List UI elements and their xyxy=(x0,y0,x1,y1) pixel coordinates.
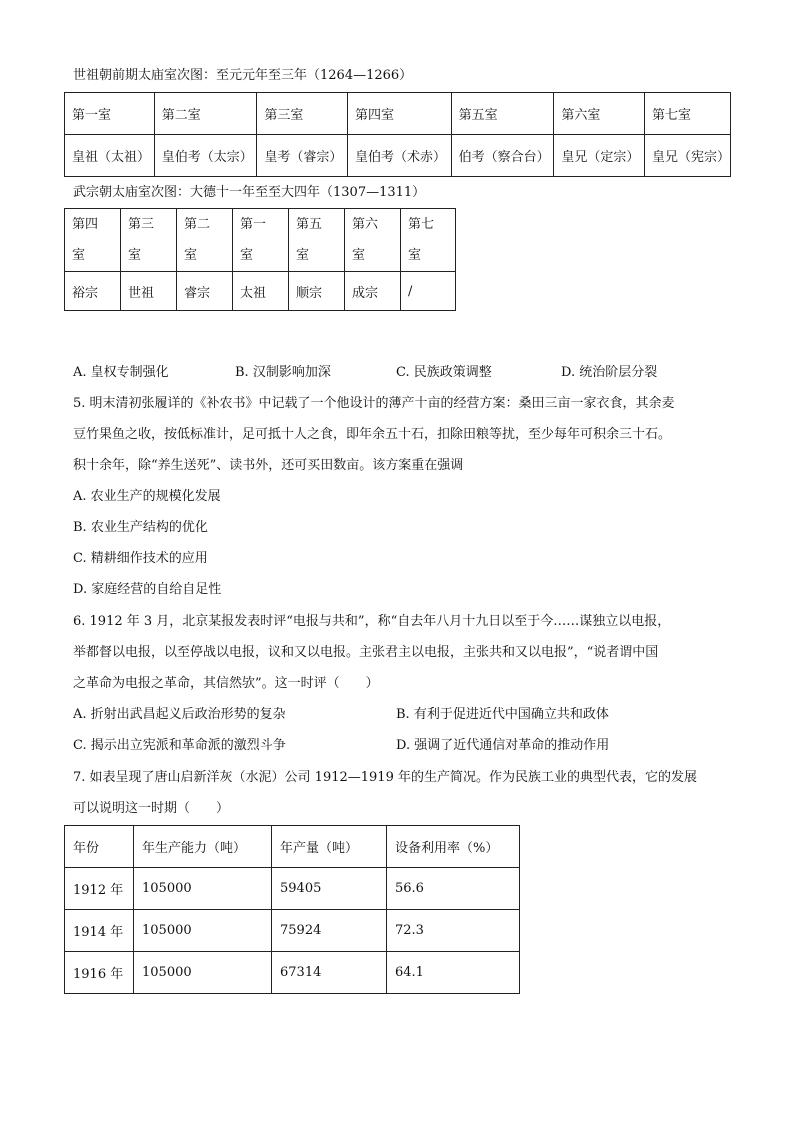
table-cell: 75924 xyxy=(272,910,387,952)
q5-stem-line: 积十余年，除“养生送死”、读书外，还可买田数亩。该方案重在强调 xyxy=(73,458,464,473)
q6-stem-line: 举都督以电报，以至停战以电报，议和又以电报。主张君主以电报，主张共和又以电报”，“说者谓中国 xyxy=(73,645,659,660)
table-header-cell xyxy=(233,209,289,272)
table-row xyxy=(65,952,520,994)
table-header-cell: 设备利用率（%） xyxy=(387,826,520,868)
table-header-cell: 年生产能力（吨） xyxy=(134,826,272,868)
header-line: 第七 xyxy=(408,217,435,232)
table-header-cell xyxy=(177,209,233,272)
table-cell: 1912 年 xyxy=(65,868,134,910)
table2-caption: 武宗朝太庙室次图：大德十一年至至大四年（1307—1311） xyxy=(73,185,426,200)
table-header-cell xyxy=(65,209,121,272)
temple-order-table-wuzong xyxy=(64,208,456,311)
table-cell: 1916 年 xyxy=(65,952,134,994)
q7-stem-line: 7. 如表呈现了唐山启新洋灰（水泥）公司 1912—1919 年的生产简况。作为民族工业的典型代表，它的发展 xyxy=(73,770,697,785)
table-header-cell xyxy=(121,209,177,272)
header-line: 室 xyxy=(352,248,366,263)
q5-stem-line: 5. 明末清初张履详的《补农书》中记载了一个他设计的薄产十亩的经营方案：桑田三亩一家衣食，其余麦 xyxy=(73,396,675,411)
header-line: 第三 xyxy=(128,217,155,232)
table-header-cell: 年产量（吨） xyxy=(272,826,387,868)
table-cell: 105000 xyxy=(134,952,272,994)
table-cell: 67314 xyxy=(272,952,387,994)
q5-option-c[interactable]: C. 精耕细作技术的应用 xyxy=(73,551,208,566)
table-cell: 成宗 xyxy=(345,272,401,311)
table-row xyxy=(65,910,520,952)
q5-option-a[interactable]: A. 农业生产的规模化发展 xyxy=(73,489,221,504)
table-header-cell: 第二室 xyxy=(154,93,257,135)
header-line: 第二 xyxy=(184,217,211,232)
table-header-cell: 第一室 xyxy=(65,93,155,135)
table-cell: 64.1 xyxy=(387,952,520,994)
cement-production-table xyxy=(64,825,520,994)
q4-option-b[interactable]: B. 汉制影响加深 xyxy=(235,365,331,380)
header-line: 第四 xyxy=(72,217,99,232)
table-cell: 1914 年 xyxy=(65,910,134,952)
q6-option-a[interactable]: A. 折射出武昌起义后政治形势的复杂 xyxy=(73,707,286,722)
table-cell: 皇考（睿宗） xyxy=(257,135,348,177)
table-row xyxy=(65,868,520,910)
table-cell: 皇伯考（太宗） xyxy=(154,135,257,177)
q4-option-c[interactable]: C. 民族政策调整 xyxy=(396,365,492,380)
header-line: 室 xyxy=(240,248,254,263)
q5-option-d[interactable]: D. 家庭经营的自给自足性 xyxy=(73,582,222,597)
table-cell: 伯考（察合台） xyxy=(451,135,554,177)
table-row xyxy=(65,209,456,272)
table-row xyxy=(65,826,520,868)
table-header-cell: 第七室 xyxy=(644,93,730,135)
table-cell: 世祖 xyxy=(121,272,177,311)
table-cell: 皇兄（宪宗） xyxy=(644,135,730,177)
table-cell: 裕宗 xyxy=(65,272,121,311)
table-header-cell: 第五室 xyxy=(451,93,554,135)
table-cell: 56.6 xyxy=(387,868,520,910)
header-line: 室 xyxy=(128,248,142,263)
table-header-cell: 第三室 xyxy=(257,93,348,135)
table-header-cell: 第六室 xyxy=(554,93,645,135)
header-line: 第六 xyxy=(352,217,379,232)
q6-option-d[interactable]: D. 强调了近代通信对革命的推动作用 xyxy=(396,738,610,753)
q5-stem-line: 豆竹果鱼之收，按低标准计，足可抵十人之食，即年余五十石，扣除田粮等扰，至少每年可积余三十石。 xyxy=(73,427,672,442)
table-cell: 105000 xyxy=(134,868,272,910)
table-cell: 72.3 xyxy=(387,910,520,952)
header-line: 第一 xyxy=(240,217,267,232)
table-cell: 皇祖（太祖） xyxy=(65,135,155,177)
q5-option-b[interactable]: B. 农业生产结构的优化 xyxy=(73,520,208,535)
q6-stem-line: 6. 1912 年 3 月，北京某报发表时评“电报与共和”，称“自去年八月十九日以至于今……谋独立以电报， xyxy=(73,614,671,629)
table-cell: 睿宗 xyxy=(177,272,233,311)
table-header-cell: 第四室 xyxy=(348,93,452,135)
table-cell: 太祖 xyxy=(233,272,289,311)
header-line: 第五 xyxy=(296,217,323,232)
table-cell: 顺宗 xyxy=(289,272,345,311)
header-line: 室 xyxy=(296,248,310,263)
q4-option-a[interactable]: A. 皇权专制强化 xyxy=(73,365,169,380)
table-header-cell xyxy=(289,209,345,272)
table-header-cell xyxy=(401,209,456,272)
header-line: 室 xyxy=(184,248,198,263)
table-row xyxy=(65,93,731,135)
table-cell: 皇伯考（术赤） xyxy=(348,135,452,177)
q6-option-c[interactable]: C. 揭示出立宪派和革命派的激烈斗争 xyxy=(73,738,286,753)
temple-order-table-shizu xyxy=(64,92,731,177)
q6-option-b[interactable]: B. 有利于促进近代中国确立共和政体 xyxy=(396,707,609,722)
q6-stem-line: 之革命为电报之革命，其信然欤”。这一时评（ ） xyxy=(73,676,379,691)
table1-caption: 世祖朝前期太庙室次图：至元元年至三年（1264—1266） xyxy=(73,68,413,83)
table-row xyxy=(65,272,456,311)
table-cell: / xyxy=(401,272,456,311)
table-header-cell: 年份 xyxy=(65,826,134,868)
table-cell: 59405 xyxy=(272,868,387,910)
table-cell: 105000 xyxy=(134,910,272,952)
header-line: 室 xyxy=(72,248,86,263)
table-cell: 皇兄（定宗） xyxy=(554,135,645,177)
q7-stem-line: 可以说明这一时期（ ） xyxy=(73,801,230,816)
table-header-cell xyxy=(345,209,401,272)
q4-option-d[interactable]: D. 统治阶层分裂 xyxy=(561,365,658,380)
header-line: 室 xyxy=(408,248,422,263)
table-row xyxy=(65,135,731,177)
